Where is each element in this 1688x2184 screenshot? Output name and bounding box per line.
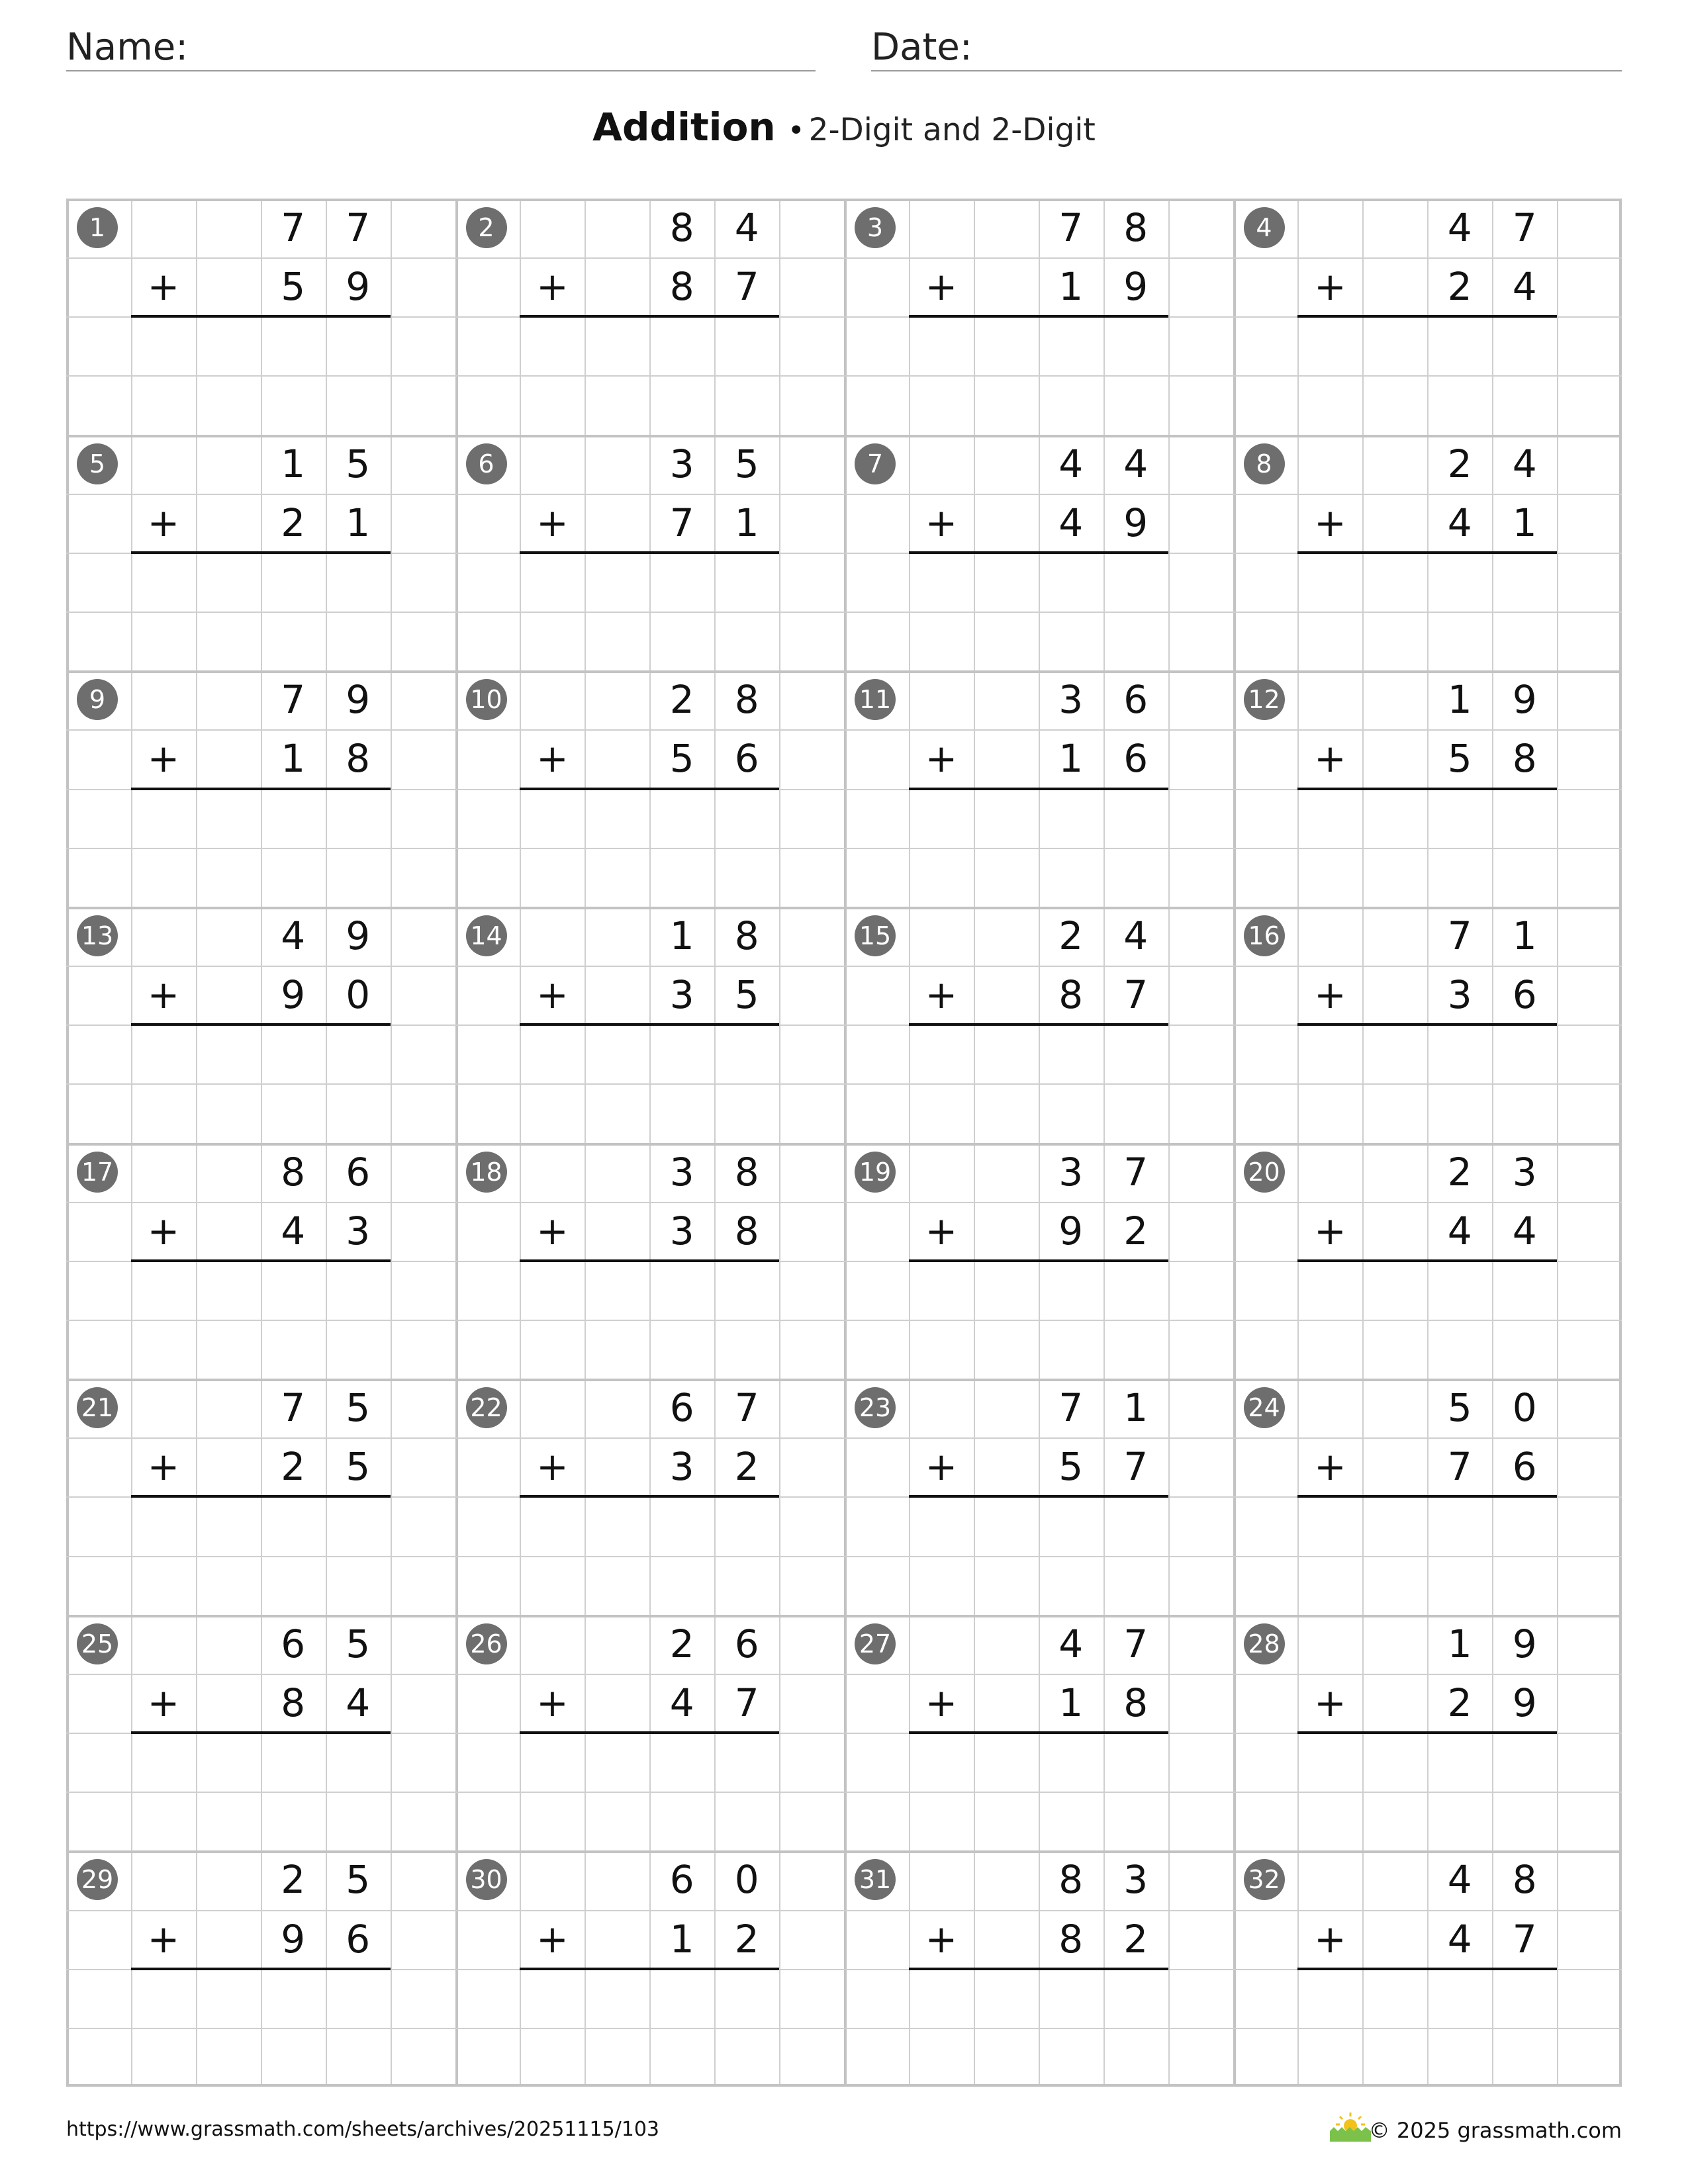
addend-top-ones: 4 (734, 205, 759, 250)
problem-27 (844, 1615, 1233, 1851)
problem-number-badge: 18 (466, 1152, 507, 1193)
addend-top-ones: 1 (1512, 913, 1537, 958)
grass-sun-icon (1327, 2111, 1374, 2144)
plus-sign: + (147, 1680, 180, 1725)
plus-sign: + (1314, 1444, 1346, 1490)
footer-url: https://www.grassmath.com/sheets/archives/20251115/103 (66, 2118, 660, 2141)
addend-top-ones: 8 (734, 1149, 759, 1195)
addend-bottom-ones: 1 (734, 500, 759, 545)
plus-sign: + (1314, 264, 1346, 310)
addend-top-ones: 4 (1512, 441, 1537, 486)
addend-top-ones: 1 (1123, 1385, 1149, 1431)
problem-number-badge: 20 (1244, 1152, 1285, 1193)
addend-bottom-tens: 1 (281, 736, 306, 782)
problem-4 (1233, 199, 1622, 435)
answer-line (520, 551, 779, 554)
addend-bottom-ones: 6 (1512, 1444, 1537, 1490)
addend-bottom-ones: 2 (734, 1916, 759, 1962)
addend-bottom-ones: 8 (1123, 1680, 1149, 1725)
addend-top-ones: 9 (346, 913, 371, 958)
plus-sign: + (536, 500, 569, 545)
addend-top-ones: 6 (1123, 677, 1149, 723)
plus-sign: + (925, 1680, 958, 1725)
addend-top-tens: 7 (281, 1385, 306, 1431)
problem-number-badge: 7 (855, 443, 896, 484)
addend-bottom-tens: 7 (1447, 1444, 1472, 1490)
addend-top-ones: 9 (1512, 1621, 1537, 1666)
plus-sign: + (536, 736, 569, 782)
answer-line (909, 788, 1168, 790)
problem-11 (844, 670, 1233, 907)
addend-top-ones: 8 (1512, 1857, 1537, 1903)
plus-sign: + (536, 1680, 569, 1725)
problem-30 (455, 1850, 845, 2087)
problem-number-badge: 29 (77, 1859, 118, 1900)
problem-32 (1233, 1850, 1622, 2087)
addend-top-tens: 6 (669, 1857, 694, 1903)
addend-top-tens: 2 (1447, 441, 1472, 486)
problem-20 (1233, 1143, 1622, 1379)
addend-top-tens: 1 (1447, 1621, 1472, 1666)
addend-bottom-tens: 3 (1447, 972, 1472, 1018)
addend-bottom-ones: 9 (1512, 1680, 1537, 1725)
addend-top-tens: 7 (281, 677, 306, 723)
addend-top-ones: 5 (346, 1857, 371, 1903)
addend-top-tens: 3 (669, 441, 694, 486)
date-label: Date: (871, 26, 972, 69)
addend-top-tens: 7 (281, 205, 306, 250)
addend-bottom-ones: 9 (1123, 500, 1149, 545)
problem-number-badge: 15 (855, 915, 896, 956)
problem-16 (1233, 907, 1622, 1143)
problem-number-badge: 2 (466, 207, 507, 248)
answer-line (131, 1259, 391, 1262)
plus-sign: + (925, 500, 958, 545)
addend-top-tens: 8 (669, 205, 694, 250)
addend-bottom-tens: 8 (1058, 972, 1084, 1018)
problem-25 (66, 1615, 455, 1851)
problem-12 (1233, 670, 1622, 907)
answer-line (909, 1731, 1168, 1734)
plus-sign: + (925, 1208, 958, 1253)
answer-line (909, 1495, 1168, 1498)
addend-bottom-tens: 8 (1058, 1916, 1084, 1962)
addend-bottom-tens: 1 (669, 1916, 694, 1962)
addend-bottom-tens: 9 (281, 1916, 306, 1962)
addend-bottom-tens: 4 (281, 1208, 306, 1253)
addend-bottom-ones: 7 (1123, 1444, 1149, 1490)
plus-sign: + (536, 1208, 569, 1253)
problem-number-badge: 32 (1244, 1859, 1285, 1900)
addend-top-tens: 2 (669, 1621, 694, 1666)
addend-bottom-tens: 1 (1058, 736, 1084, 782)
addend-top-ones: 6 (346, 1149, 371, 1195)
addend-top-ones: 0 (1512, 1385, 1537, 1431)
problem-14 (455, 907, 845, 1143)
addend-bottom-tens: 4 (1447, 500, 1472, 545)
addend-bottom-tens: 2 (1447, 1680, 1472, 1725)
problem-28 (1233, 1615, 1622, 1851)
addend-bottom-ones: 0 (346, 972, 371, 1018)
problem-26 (455, 1615, 845, 1851)
plus-sign: + (147, 736, 180, 782)
addend-bottom-tens: 1 (1058, 1680, 1084, 1725)
problem-3 (844, 199, 1233, 435)
problem-number-badge: 11 (855, 679, 896, 720)
addend-bottom-ones: 9 (1123, 264, 1149, 310)
plus-sign: + (147, 264, 180, 310)
addend-top-ones: 7 (734, 1385, 759, 1431)
addend-bottom-ones: 4 (1512, 264, 1537, 310)
addend-bottom-ones: 5 (346, 1444, 371, 1490)
addend-bottom-tens: 2 (281, 1444, 306, 1490)
answer-line (520, 315, 779, 318)
date-field[interactable] (871, 24, 1622, 71)
addend-top-tens: 6 (669, 1385, 694, 1431)
answer-line (520, 788, 779, 790)
plus-sign: + (1314, 500, 1346, 545)
problem-number-badge: 14 (466, 915, 507, 956)
addend-top-tens: 2 (1058, 913, 1084, 958)
problem-19 (844, 1143, 1233, 1379)
plus-sign: + (1314, 1916, 1346, 1962)
problem-number-badge: 12 (1244, 679, 1285, 720)
addend-top-tens: 7 (1447, 913, 1472, 958)
answer-line (909, 1023, 1168, 1026)
title-subtitle: 2-Digit and 2-Digit (808, 112, 1096, 148)
answer-line (520, 1731, 779, 1734)
answer-line (1297, 551, 1557, 554)
addend-bottom-ones: 7 (734, 264, 759, 310)
addend-bottom-tens: 5 (669, 736, 694, 782)
answer-line (1297, 1023, 1557, 1026)
answer-line (909, 551, 1168, 554)
addend-bottom-ones: 5 (734, 972, 759, 1018)
problem-number-badge: 30 (466, 1859, 507, 1900)
answer-line (909, 1968, 1168, 1970)
plus-sign: + (1314, 972, 1346, 1018)
problem-number-badge: 17 (77, 1152, 118, 1193)
addend-top-ones: 7 (1123, 1621, 1149, 1666)
plus-sign: + (536, 972, 569, 1018)
addend-top-ones: 7 (1123, 1149, 1149, 1195)
plus-sign: + (925, 1916, 958, 1962)
addend-bottom-tens: 5 (1058, 1444, 1084, 1490)
addend-top-tens: 7 (1058, 205, 1084, 250)
problem-7 (844, 435, 1233, 671)
answer-line (1297, 1731, 1557, 1734)
addend-top-ones: 5 (734, 441, 759, 486)
problem-21 (66, 1379, 455, 1615)
addend-top-tens: 5 (1447, 1385, 1472, 1431)
addend-top-tens: 2 (669, 677, 694, 723)
problem-18 (455, 1143, 845, 1379)
addend-top-ones: 9 (346, 677, 371, 723)
addend-bottom-ones: 7 (1123, 972, 1149, 1018)
addend-top-tens: 4 (281, 913, 306, 958)
addend-top-ones: 4 (1123, 913, 1149, 958)
plus-sign: + (1314, 1680, 1346, 1725)
addend-bottom-ones: 7 (1512, 1916, 1537, 1962)
addend-top-ones: 7 (346, 205, 371, 250)
problem-8 (1233, 435, 1622, 671)
answer-line (520, 1968, 779, 1970)
plus-sign: + (536, 1916, 569, 1962)
addend-bottom-tens: 3 (669, 1208, 694, 1253)
problem-6 (455, 435, 845, 671)
answer-line (520, 1023, 779, 1026)
name-field[interactable] (66, 24, 816, 71)
problem-number-badge: 27 (855, 1623, 896, 1664)
addend-bottom-ones: 7 (734, 1680, 759, 1725)
addend-bottom-tens: 2 (1447, 264, 1472, 310)
addend-top-tens: 2 (281, 1857, 306, 1903)
addend-top-tens: 2 (1447, 1149, 1472, 1195)
addend-bottom-tens: 2 (281, 500, 306, 545)
problem-number-badge: 31 (855, 1859, 896, 1900)
addend-top-ones: 8 (1123, 205, 1149, 250)
addend-bottom-tens: 4 (1447, 1208, 1472, 1253)
addend-bottom-ones: 4 (1512, 1208, 1537, 1253)
answer-line (1297, 315, 1557, 318)
plus-sign: + (536, 1444, 569, 1490)
addend-bottom-ones: 6 (1123, 736, 1149, 782)
addend-top-tens: 4 (1447, 205, 1472, 250)
problem-number-badge: 19 (855, 1152, 896, 1193)
answer-line (909, 315, 1168, 318)
addend-bottom-tens: 9 (281, 972, 306, 1018)
addend-bottom-ones: 9 (346, 264, 371, 310)
plus-sign: + (147, 1208, 180, 1253)
addend-bottom-ones: 8 (1512, 736, 1537, 782)
problem-grid (66, 199, 1622, 2087)
addend-bottom-ones: 8 (734, 1208, 759, 1253)
answer-line (1297, 1495, 1557, 1498)
problem-17 (66, 1143, 455, 1379)
plus-sign: + (147, 500, 180, 545)
addend-bottom-ones: 3 (346, 1208, 371, 1253)
addend-bottom-ones: 4 (346, 1680, 371, 1725)
problem-number-badge: 10 (466, 679, 507, 720)
problem-23 (844, 1379, 1233, 1615)
addend-top-ones: 3 (1123, 1857, 1149, 1903)
answer-line (131, 788, 391, 790)
addend-top-tens: 4 (1058, 1621, 1084, 1666)
addend-top-tens: 6 (281, 1621, 306, 1666)
addend-top-tens: 1 (1447, 677, 1472, 723)
plus-sign: + (925, 736, 958, 782)
addend-bottom-tens: 8 (281, 1680, 306, 1725)
plus-sign: + (925, 264, 958, 310)
title-main: Addition (592, 105, 776, 150)
answer-line (131, 1968, 391, 1970)
addend-top-tens: 8 (1058, 1857, 1084, 1903)
problem-number-badge: 16 (1244, 915, 1285, 956)
addend-bottom-ones: 1 (1512, 500, 1537, 545)
addend-bottom-tens: 4 (1447, 1916, 1472, 1962)
plus-sign: + (925, 972, 958, 1018)
addend-top-tens: 4 (1447, 1857, 1472, 1903)
plus-sign: + (147, 972, 180, 1018)
worksheet-title (0, 105, 1688, 150)
answer-line (909, 1259, 1168, 1262)
addend-bottom-tens: 4 (1058, 500, 1084, 545)
plus-sign: + (147, 1916, 180, 1962)
answer-line (131, 1495, 391, 1498)
plus-sign: + (536, 264, 569, 310)
addend-bottom-tens: 8 (669, 264, 694, 310)
addend-top-tens: 3 (1058, 1149, 1084, 1195)
footer-copyright: © 2025 grassmath.com (1368, 2118, 1622, 2143)
problem-10 (455, 670, 845, 907)
addend-top-tens: 8 (281, 1149, 306, 1195)
answer-line (1297, 1259, 1557, 1262)
problem-5 (66, 435, 455, 671)
problem-number-badge: 22 (466, 1387, 507, 1428)
name-label: Name: (66, 26, 189, 69)
problem-number-badge: 24 (1244, 1387, 1285, 1428)
addend-top-ones: 6 (734, 1621, 759, 1666)
problem-number-badge: 25 (77, 1623, 118, 1664)
problem-2 (455, 199, 845, 435)
answer-line (131, 1731, 391, 1734)
addend-bottom-tens: 5 (281, 264, 306, 310)
problem-number-badge: 6 (466, 443, 507, 484)
problem-number-badge: 26 (466, 1623, 507, 1664)
addend-top-ones: 8 (734, 677, 759, 723)
problem-9 (66, 670, 455, 907)
plus-sign: + (1314, 1208, 1346, 1253)
addend-bottom-tens: 9 (1058, 1208, 1084, 1253)
answer-line (1297, 1968, 1557, 1970)
addend-bottom-ones: 1 (346, 500, 371, 545)
addend-top-tens: 1 (669, 913, 694, 958)
problem-1 (66, 199, 455, 435)
problem-number-badge: 5 (77, 443, 118, 484)
addend-top-ones: 7 (1512, 205, 1537, 250)
problem-number-badge: 21 (77, 1387, 118, 1428)
title-separator: • (787, 114, 805, 148)
problem-31 (844, 1850, 1233, 2087)
addend-top-tens: 7 (1058, 1385, 1084, 1431)
plus-sign: + (925, 1444, 958, 1490)
addend-bottom-ones: 6 (734, 736, 759, 782)
problem-29 (66, 1850, 455, 2087)
addend-top-ones: 3 (1512, 1149, 1537, 1195)
answer-line (131, 315, 391, 318)
answer-line (520, 1495, 779, 1498)
problem-13 (66, 907, 455, 1143)
problem-15 (844, 907, 1233, 1143)
addend-top-tens: 3 (1058, 677, 1084, 723)
addend-bottom-tens: 3 (669, 972, 694, 1018)
addend-bottom-tens: 5 (1447, 736, 1472, 782)
problem-number-badge: 13 (77, 915, 118, 956)
problem-number-badge: 8 (1244, 443, 1285, 484)
answer-line (1297, 788, 1557, 790)
addend-top-ones: 8 (734, 913, 759, 958)
problem-number-badge: 1 (77, 207, 118, 248)
problem-number-badge: 4 (1244, 207, 1285, 248)
addend-top-ones: 9 (1512, 677, 1537, 723)
problem-24 (1233, 1379, 1622, 1615)
addend-bottom-ones: 2 (1123, 1916, 1149, 1962)
answer-line (131, 551, 391, 554)
addend-top-ones: 5 (346, 441, 371, 486)
addend-top-tens: 4 (1058, 441, 1084, 486)
problem-number-badge: 9 (77, 679, 118, 720)
problem-number-badge: 3 (855, 207, 896, 248)
addend-bottom-ones: 6 (346, 1916, 371, 1962)
addend-bottom-tens: 1 (1058, 264, 1084, 310)
answer-line (520, 1259, 779, 1262)
addend-bottom-tens: 4 (669, 1680, 694, 1725)
addend-top-ones: 5 (346, 1621, 371, 1666)
addend-top-ones: 4 (1123, 441, 1149, 486)
problem-number-badge: 23 (855, 1387, 896, 1428)
addend-bottom-ones: 2 (1123, 1208, 1149, 1253)
problem-22 (455, 1379, 845, 1615)
addend-top-ones: 0 (734, 1857, 759, 1903)
problem-number-badge: 28 (1244, 1623, 1285, 1664)
addend-top-ones: 5 (346, 1385, 371, 1431)
addend-bottom-ones: 8 (346, 736, 371, 782)
addend-top-tens: 1 (281, 441, 306, 486)
plus-sign: + (1314, 736, 1346, 782)
addend-bottom-ones: 6 (1512, 972, 1537, 1018)
addend-top-tens: 3 (669, 1149, 694, 1195)
addend-bottom-ones: 2 (734, 1444, 759, 1490)
addend-bottom-tens: 7 (669, 500, 694, 545)
addend-bottom-tens: 3 (669, 1444, 694, 1490)
answer-line (131, 1023, 391, 1026)
plus-sign: + (147, 1444, 180, 1490)
